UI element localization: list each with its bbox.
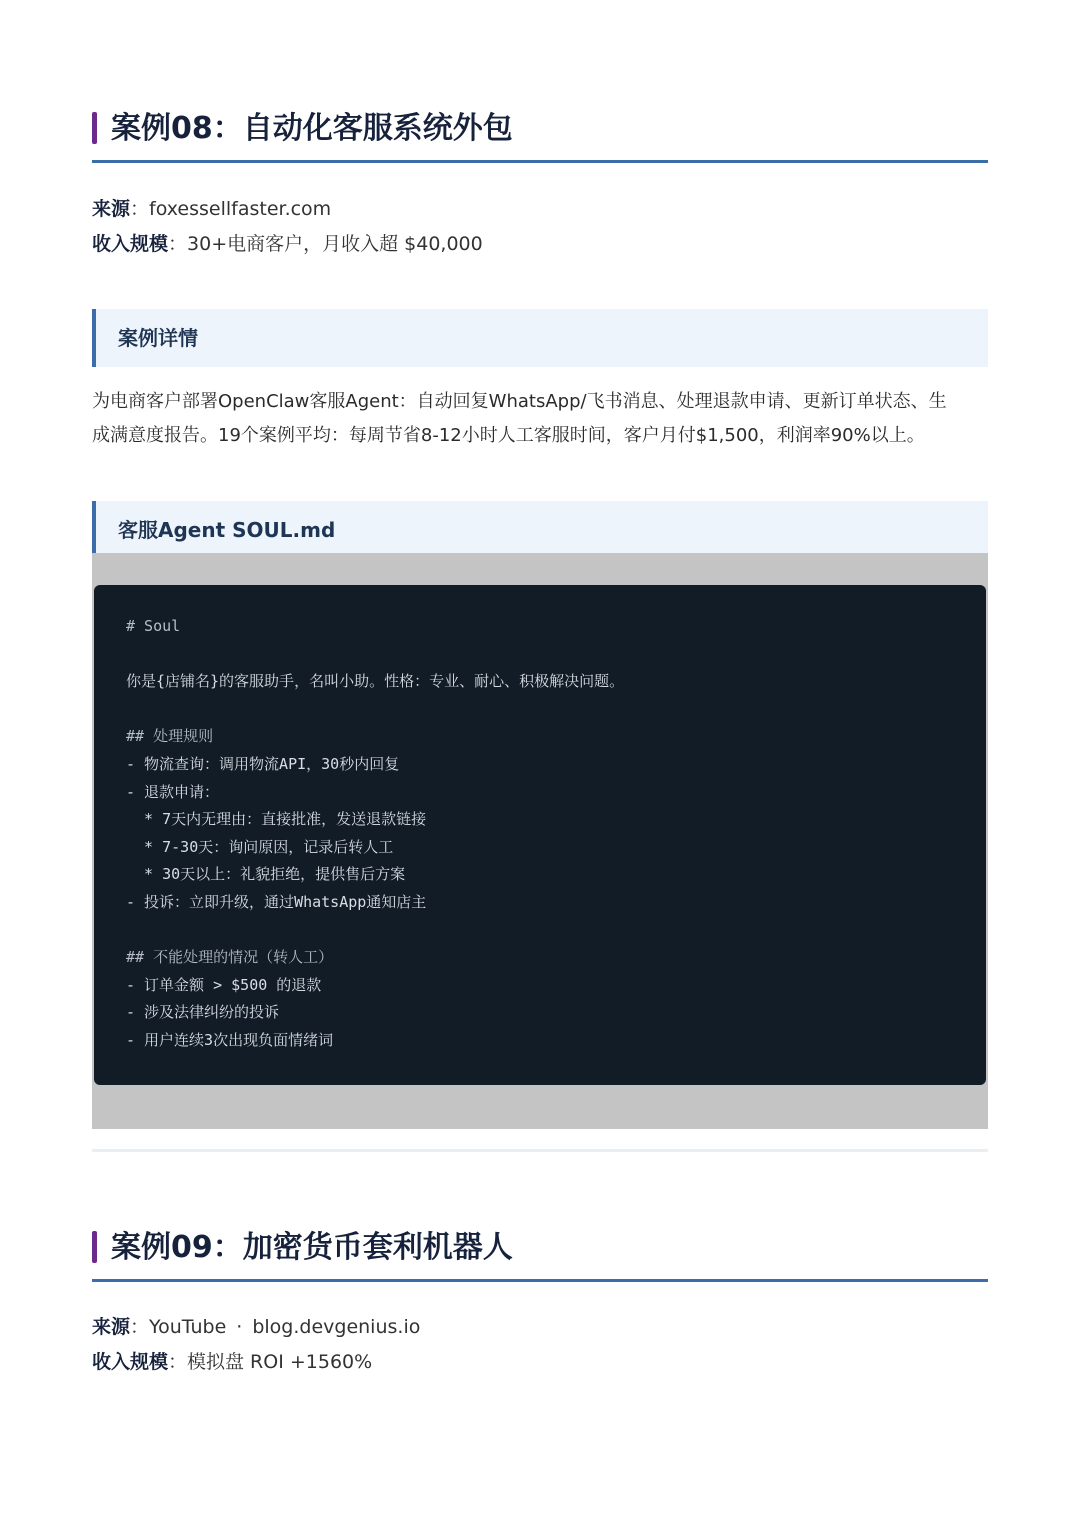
details-section-heading [92, 309, 988, 367]
income-value: ：30+电商客户，月收入超 $40,000 [168, 233, 483, 255]
code-line: * 7天内无理由：直接批准，发送退款链接 [126, 810, 427, 829]
code-line [126, 641, 966, 669]
code-line: - 订单金额 > $500 的退款 [126, 975, 322, 994]
code-block [94, 585, 986, 1085]
case09-source-row [92, 1310, 420, 1345]
details-line-1: 为电商客户部署OpenClaw客服Agent：自动回复WhatsApp/飞书消息、处理退款申请、更新订单状态、生 [92, 391, 947, 412]
code-line: - 物流查询：调用物流API，30秒内回复 [126, 754, 400, 773]
code-line: - 投诉：立即升级，通过WhatsApp通知店主 [126, 892, 427, 911]
code-heading-text: 客服Agent SOUL.md [118, 518, 336, 542]
code-line: 你是{店铺名}的客服助手，名叫小助。性格：专业、耐心、积极解决问题。 [126, 672, 625, 691]
income-label: 收入规模 [92, 1351, 169, 1373]
code-line: - 涉及法律纠纷的投诉 [126, 1003, 280, 1022]
case08-meta [92, 192, 483, 262]
case08-title-block [92, 108, 988, 163]
income-value: ：模拟盘 ROI +1560% [168, 1351, 373, 1373]
section-divider [92, 1149, 988, 1152]
code-section-heading [92, 501, 988, 554]
case08-income-row [92, 227, 483, 262]
case09-title: 案例09：加密货币套利机器人 [111, 1230, 513, 1265]
case08-title: 案例08：自动化客服系统外包 [111, 111, 513, 146]
source-value: ：foxessellfaster.com [130, 198, 332, 220]
code-line: # Soul [126, 617, 181, 635]
code-line [126, 696, 966, 724]
source-value-2: blog.devgenius.io [252, 1316, 421, 1338]
code-line [126, 917, 966, 945]
case09-meta [92, 1310, 420, 1380]
source-label: 来源 [92, 1316, 131, 1338]
code-frame [92, 553, 988, 1129]
code-line: ## 处理规则 [126, 727, 214, 746]
source-value: ：YouTube [130, 1316, 227, 1338]
details-line-2: 成满意度报告。19个案例平均：每周节省8-12小时人工客服时间，客户月付$1,500，利润率90%以上。 [92, 425, 925, 446]
source-separator: · [236, 1316, 243, 1338]
code-line: ## 不能处理的情况（转人工） [126, 948, 334, 967]
income-label: 收入规模 [92, 233, 169, 255]
details-heading-text: 案例详情 [118, 326, 198, 350]
code-line: * 7-30天：询问原因，记录后转人工 [126, 837, 394, 856]
source-label: 来源 [92, 198, 131, 220]
code-line: - 退款申请： [126, 782, 220, 801]
case09-title-block [92, 1227, 988, 1282]
details-paragraph [92, 385, 988, 453]
title-accent-bar [92, 1231, 97, 1263]
title-accent-bar [92, 112, 97, 144]
code-line: * 30天以上：礼貌拒绝，提供售后方案 [126, 865, 406, 884]
code-line: - 用户连续3次出现负面情绪词 [126, 1030, 334, 1049]
code-lines [126, 613, 966, 1055]
case08-source-row [92, 192, 483, 227]
case09-income-row [92, 1345, 420, 1380]
